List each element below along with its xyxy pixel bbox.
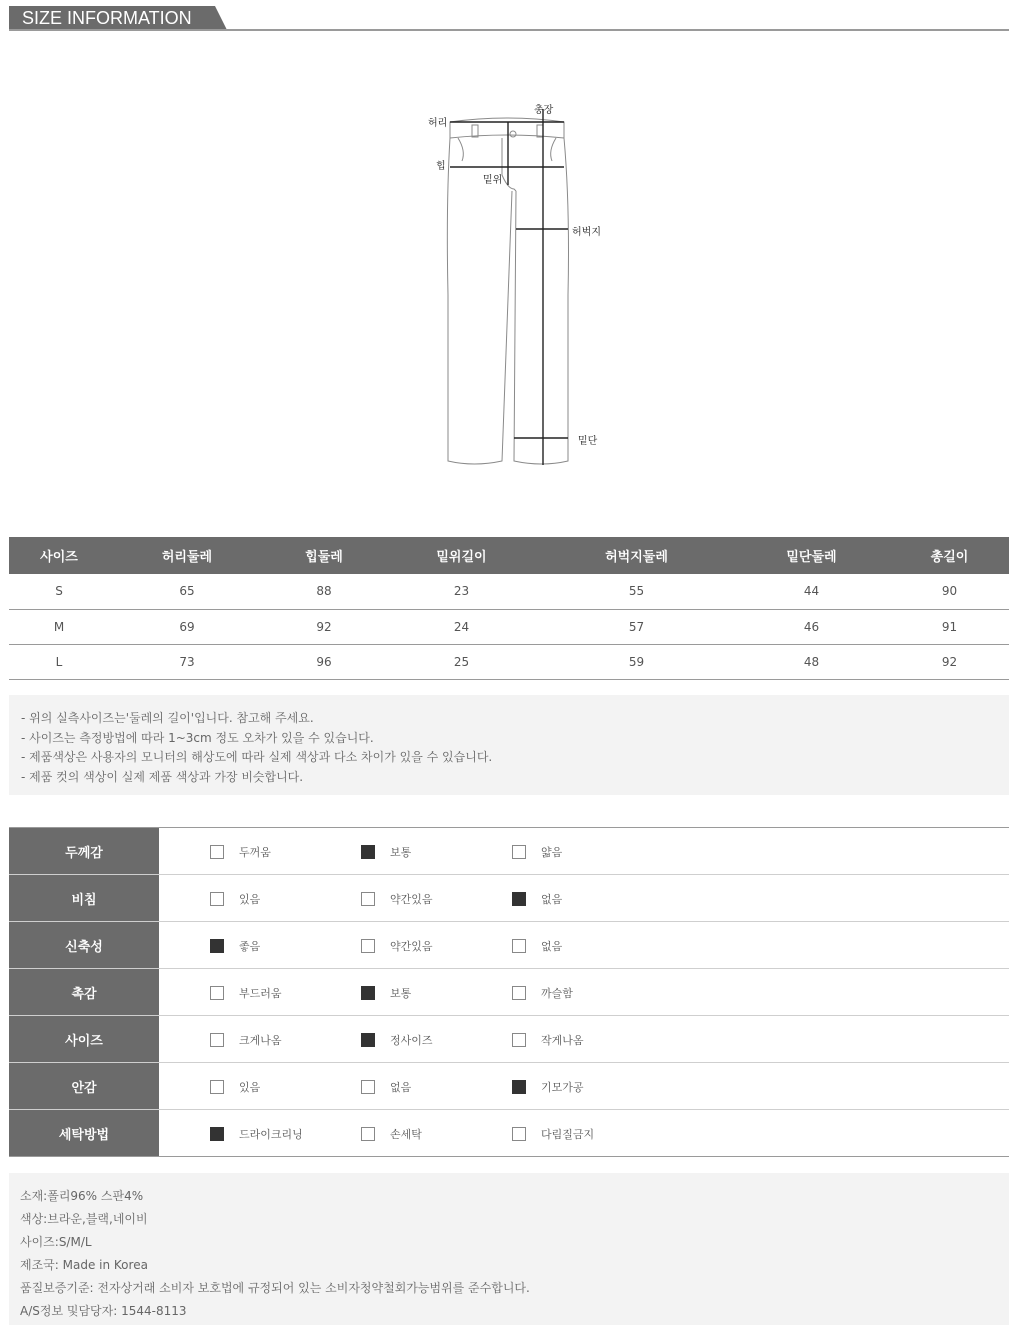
attribute-row-fit (9, 1016, 1009, 1063)
option-label: 약간있음 (390, 940, 433, 953)
checkbox (361, 892, 375, 906)
option-label: 까슬함 (541, 987, 573, 1000)
info-warranty: 품질보증기준: 전자상거래 소비자 보호법에 규정되어 있는 소비자청약철회가능범위를 준수합니다. (20, 1281, 530, 1295)
checkbox (210, 986, 224, 1000)
option-label: 정사이즈 (390, 1034, 433, 1047)
table-cell: 59 (540, 644, 733, 679)
table-cell: M (9, 609, 109, 644)
option-label: 좋음 (239, 940, 261, 953)
checkbox (210, 1127, 224, 1141)
table-cell: 44 (733, 574, 890, 609)
attribute-option (210, 1032, 282, 1048)
checkbox (512, 1080, 526, 1094)
label-thigh: 허벅지 (572, 227, 601, 238)
option-label: 기모가공 (541, 1081, 584, 1094)
checkbox (512, 986, 526, 1000)
attribute-row-washing (9, 1110, 1009, 1157)
checkbox (361, 1033, 375, 1047)
option-label: 있음 (239, 893, 261, 906)
table-cell: 90 (890, 574, 1009, 609)
info-colors: 색상:브라운,블랙,네이비 (20, 1212, 148, 1226)
label-total-length: 총장 (534, 105, 554, 116)
checkbox (512, 845, 526, 859)
info-sizes: 사이즈:S/M/L (20, 1235, 92, 1249)
option-label: 다림질금지 (541, 1128, 595, 1141)
label-hem: 밑단 (578, 436, 598, 447)
attribute-option (512, 938, 562, 954)
col-header-hip: 힙둘레 (265, 537, 383, 574)
size-notes (9, 695, 1009, 795)
table-cell: 65 (109, 574, 265, 609)
pants-illustration (410, 95, 620, 475)
note-line: - 위의 실측사이즈는'둘레의 길이'입니다. 참고해 주세요. (21, 711, 314, 725)
attribute-option (210, 1126, 303, 1142)
size-table (9, 537, 1009, 680)
col-header-size: 사이즈 (9, 537, 109, 574)
section-header (9, 6, 1009, 31)
checkbox (210, 1080, 224, 1094)
product-attributes (9, 827, 1009, 1157)
checkbox (210, 939, 224, 953)
table-row (9, 644, 1009, 679)
option-label: 없음 (390, 1081, 412, 1094)
attribute-row-stretch (9, 922, 1009, 969)
attribute-option (512, 844, 562, 860)
checkbox (512, 892, 526, 906)
attribute-option (512, 1032, 584, 1048)
table-cell: 73 (109, 644, 265, 679)
checkbox (512, 1127, 526, 1141)
table-cell: 69 (109, 609, 265, 644)
attribute-option (512, 1126, 594, 1142)
info-origin: 제조국: Made in Korea (20, 1258, 148, 1272)
attribute-option (361, 1032, 433, 1048)
table-cell: 88 (265, 574, 383, 609)
attribute-option (512, 985, 573, 1001)
attribute-option (361, 985, 411, 1001)
attribute-label: 비침 (9, 875, 159, 921)
table-cell: 92 (265, 609, 383, 644)
attribute-option (210, 1079, 260, 1095)
attribute-label: 사이즈 (9, 1016, 159, 1062)
pants-diagram (410, 95, 620, 475)
attribute-option (512, 891, 562, 907)
option-label: 보통 (390, 987, 412, 1000)
table-cell: 96 (265, 644, 383, 679)
option-label: 작게나옴 (541, 1034, 584, 1047)
table-cell: 25 (383, 644, 540, 679)
table-cell: 91 (890, 609, 1009, 644)
attribute-option (361, 1079, 411, 1095)
attribute-option (210, 985, 282, 1001)
col-header-rise: 밑위길이 (383, 537, 540, 574)
size-table-header (9, 537, 1009, 574)
attribute-label: 촉감 (9, 969, 159, 1015)
attribute-option (512, 1079, 584, 1095)
label-hip: 힙 (436, 161, 446, 172)
attribute-option (361, 938, 433, 954)
note-line: - 제품 컷의 색상이 실제 제품 색상과 가장 비슷합니다. (21, 769, 304, 784)
table-row (9, 609, 1009, 644)
option-label: 보통 (390, 846, 412, 859)
option-label: 두꺼움 (239, 846, 271, 859)
attribute-label: 신축성 (9, 922, 159, 968)
note-line: - 사이즈는 측정방법에 따라 1~3cm 정도 오차가 있을 수 있습니다. (21, 730, 374, 745)
checkbox (361, 1127, 375, 1141)
attribute-option (361, 844, 411, 860)
measure-lines (450, 109, 568, 465)
attribute-row-lining (9, 1063, 1009, 1110)
attribute-option (210, 891, 260, 907)
checkbox (210, 892, 224, 906)
table-cell: 57 (540, 609, 733, 644)
table-row (9, 574, 1009, 609)
info-as-contact: A/S정보 및담당자: 1544-8113 (20, 1304, 187, 1318)
table-cell: 92 (890, 644, 1009, 679)
table-cell: 23 (383, 574, 540, 609)
checkbox (210, 1033, 224, 1047)
checkbox (361, 845, 375, 859)
col-header-hem: 밑단둘레 (733, 537, 890, 574)
attribute-option (361, 891, 433, 907)
attribute-row-texture (9, 969, 1009, 1016)
option-label: 손세탁 (390, 1128, 422, 1141)
attribute-option (210, 844, 271, 860)
table-cell: 46 (733, 609, 890, 644)
attribute-label: 안감 (9, 1063, 159, 1109)
col-header-length: 총길이 (890, 537, 1009, 574)
label-waist: 허리 (428, 118, 448, 129)
attribute-option (361, 1126, 422, 1142)
col-header-waist: 허리둘레 (109, 537, 265, 574)
option-label: 드라이크리닝 (239, 1128, 303, 1141)
section-title: SIZE INFORMATION (22, 8, 192, 28)
attribute-row-thickness (9, 828, 1009, 875)
option-label: 없음 (541, 940, 563, 953)
col-header-thigh: 허벅지둘레 (540, 537, 733, 574)
table-cell: S (9, 574, 109, 609)
option-label: 없음 (541, 893, 563, 906)
table-cell: 24 (383, 609, 540, 644)
table-cell: 55 (540, 574, 733, 609)
table-cell: 48 (733, 644, 890, 679)
label-rise: 밑위 (483, 175, 503, 186)
option-label: 있음 (239, 1081, 261, 1094)
info-material: 소재:폴리96% 스판4% (20, 1189, 144, 1203)
checkbox (361, 986, 375, 1000)
attribute-label: 두께감 (9, 828, 159, 874)
checkbox (512, 939, 526, 953)
checkbox (210, 845, 224, 859)
option-label: 약간있음 (390, 893, 433, 906)
checkbox (361, 1080, 375, 1094)
table-cell: L (9, 644, 109, 679)
attribute-option (210, 938, 260, 954)
option-label: 얇음 (541, 846, 563, 859)
header-divider (9, 29, 1009, 31)
attribute-label: 세탁방법 (9, 1110, 159, 1156)
checkbox (361, 939, 375, 953)
checkbox (512, 1033, 526, 1047)
attribute-row-sheerness (9, 875, 1009, 922)
option-label: 크게나옴 (239, 1034, 282, 1047)
option-label: 부드러움 (239, 987, 282, 1000)
product-info (9, 1173, 1009, 1325)
note-line: - 제품색상은 사용자의 모니터의 해상도에 따라 실제 색상과 다소 차이가 있을 수 있습니다. (21, 750, 493, 764)
